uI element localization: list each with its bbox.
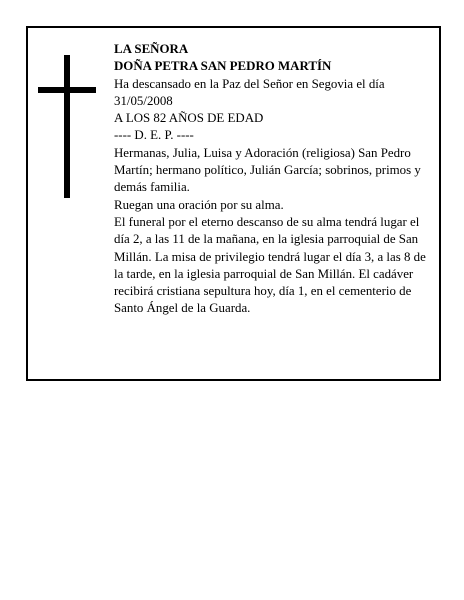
deceased-name: DOÑA PETRA SAN PEDRO MARTÍN [114, 59, 332, 74]
cross-horizontal-bar [38, 87, 96, 93]
family-list: Hermanas, Julia, Luisa y Adoración (religiosa) San Pedro Martín; hermano político, Julián García; sobrinos, primos y demás familia. [114, 145, 421, 195]
funeral-details: El funeral por el eterno descanso de su alma tendrá lugar el día 2, a las 11 de la mañana, en la iglesia parroquial de San Millán. La misa de privilegio tendrá lugar el día 3, a las 8 de la tarde, en la iglesia parroquial de San Millán. El cadáver recibirá cristiana sepultura hoy, día 1, en el cementerio de Santo Ángel de la Guarda. [114, 214, 426, 316]
cross-icon [38, 55, 96, 198]
age-line: A LOS 82 AÑOS DE EDAD [114, 111, 264, 126]
cross-vertical-bar [64, 55, 70, 198]
rest-announcement: Ha descansado en la Paz del Señor en Segovia el día 31/05/2008 [114, 76, 385, 108]
obituary-notice [26, 26, 441, 381]
rip-line: ---- D. E. P. ---- [114, 128, 194, 143]
heading-title: LA SEÑORA [114, 42, 189, 56]
notice-text [114, 41, 436, 318]
prayer-request: Ruegan una oración por su alma. [114, 197, 284, 212]
